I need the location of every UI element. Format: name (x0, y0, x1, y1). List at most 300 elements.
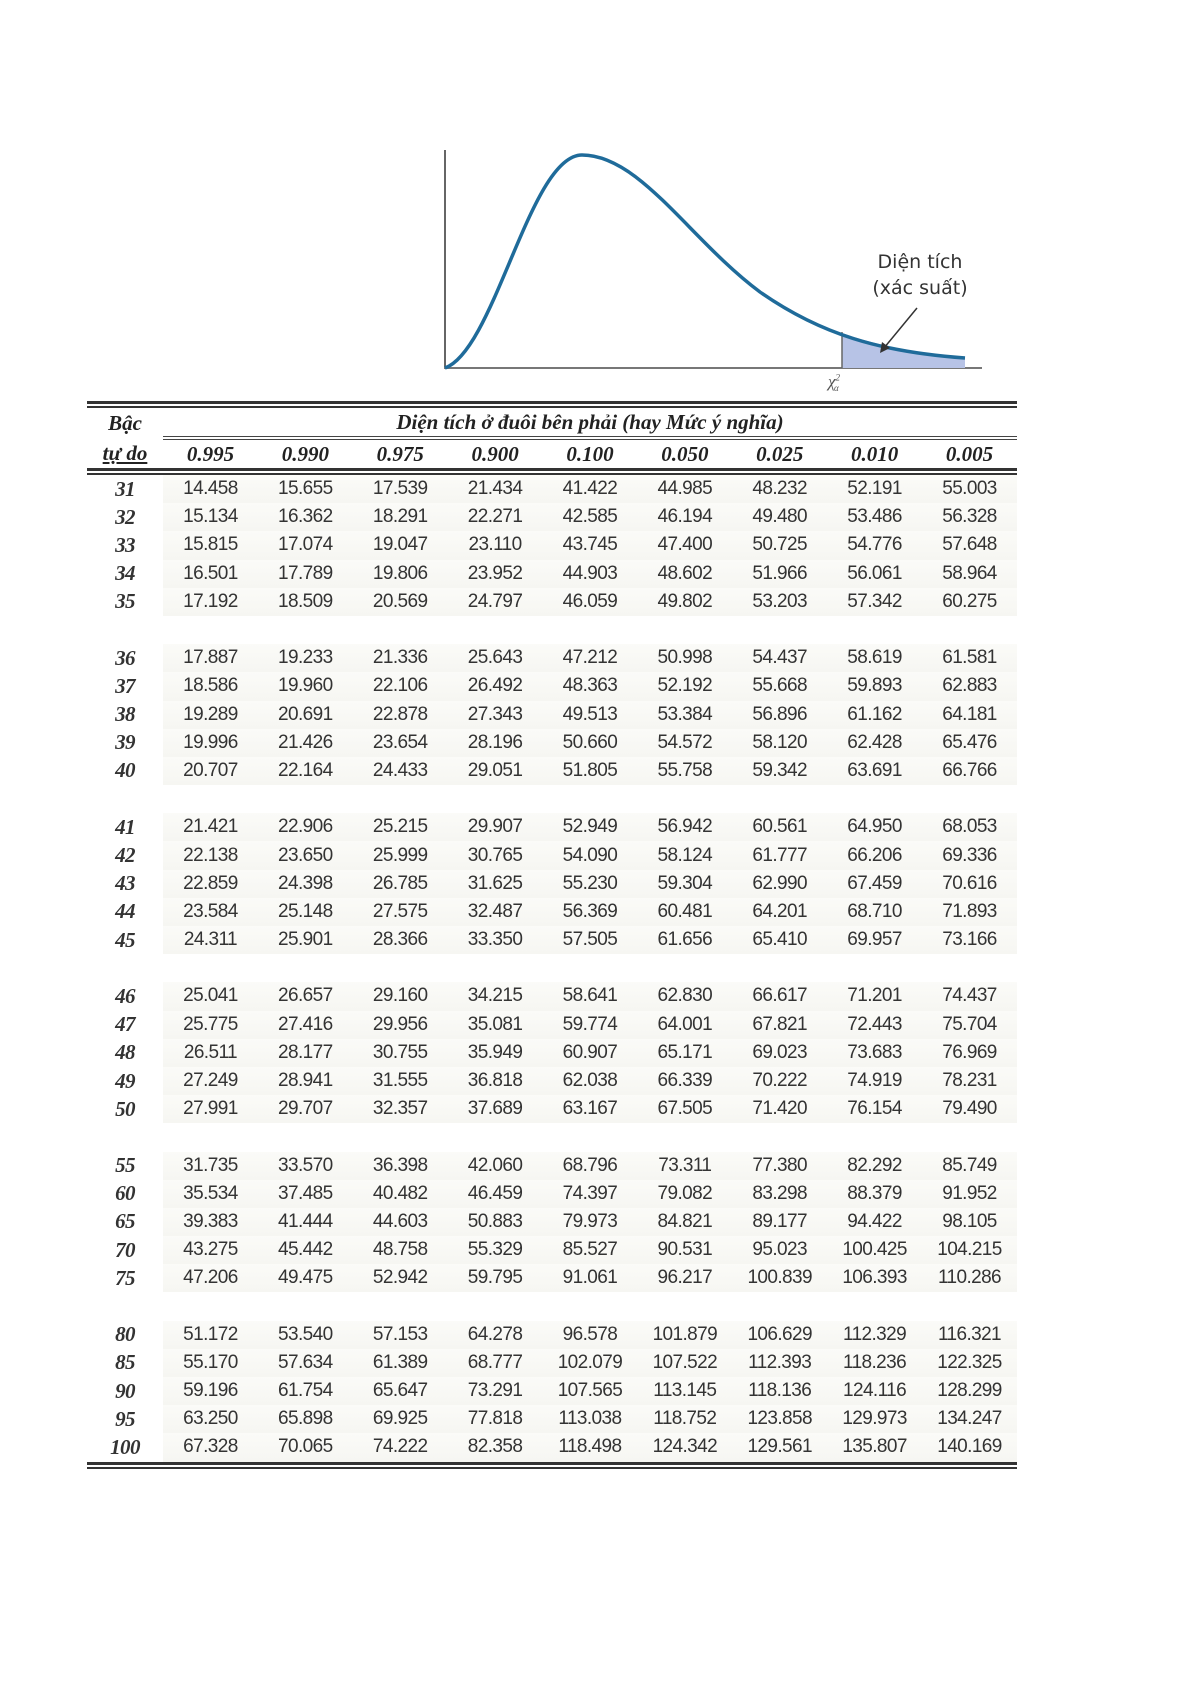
value-cell: 54.776 (827, 531, 922, 559)
value-cell: 35.534 (163, 1180, 258, 1208)
value-cell: 67.459 (827, 870, 922, 898)
value-cell: 31.555 (353, 1067, 448, 1095)
value-cell: 39.383 (163, 1208, 258, 1236)
table-row (87, 729, 1017, 757)
column-header-0.900: 0.900 (471, 441, 519, 466)
value-cell: 19.047 (353, 531, 448, 559)
value-cell: 71.893 (922, 898, 1017, 926)
value-cell: 14.458 (163, 475, 258, 503)
df-cell: 45 (115, 927, 135, 952)
value-cell: 26.785 (353, 870, 448, 898)
df-cell: 55 (115, 1153, 135, 1178)
value-cell: 32.487 (448, 898, 543, 926)
value-cell: 62.883 (922, 672, 1017, 700)
value-cell: 48.602 (637, 560, 732, 588)
value-cell: 44.985 (637, 475, 732, 503)
value-cell: 70.616 (922, 870, 1017, 898)
value-cell: 122.325 (922, 1349, 1017, 1377)
table-row (87, 588, 1017, 616)
area-label (860, 249, 980, 301)
value-cell: 24.797 (448, 588, 543, 616)
value-cell: 65.647 (353, 1377, 448, 1405)
table-row (87, 701, 1017, 729)
value-cell: 25.775 (163, 1011, 258, 1039)
value-cell: 91.952 (922, 1180, 1017, 1208)
value-cell: 110.286 (922, 1264, 1017, 1292)
value-cell: 88.379 (827, 1180, 922, 1208)
value-cell: 107.565 (543, 1377, 638, 1405)
value-cell: 74.437 (922, 982, 1017, 1010)
value-cell: 60.275 (922, 588, 1017, 616)
value-cell: 41.422 (543, 475, 638, 503)
value-cell: 60.481 (637, 898, 732, 926)
value-cell: 27.991 (163, 1095, 258, 1123)
table-row (87, 1236, 1017, 1264)
value-cell: 102.079 (543, 1349, 638, 1377)
value-cell: 69.925 (353, 1405, 448, 1433)
value-cell: 25.215 (353, 813, 448, 841)
value-cell: 23.654 (353, 729, 448, 757)
df-cell: 47 (115, 1012, 135, 1037)
value-cell: 73.166 (922, 926, 1017, 954)
value-cell: 28.177 (258, 1039, 353, 1067)
value-cell: 36.398 (353, 1152, 448, 1180)
value-cell: 56.896 (732, 701, 827, 729)
value-cell: 37.689 (448, 1095, 543, 1123)
chi-sup: 2 (835, 372, 840, 383)
df-cell: 36 (115, 645, 135, 670)
value-cell: 101.879 (637, 1321, 732, 1349)
value-cell: 69.023 (732, 1039, 827, 1067)
value-cell: 27.416 (258, 1011, 353, 1039)
value-cell: 98.105 (922, 1208, 1017, 1236)
df-cell: 70 (115, 1237, 135, 1262)
value-cell: 96.217 (637, 1264, 732, 1292)
table-row (87, 1349, 1017, 1377)
value-cell: 55.329 (448, 1236, 543, 1264)
df-cell: 38 (115, 702, 135, 727)
value-cell: 58.964 (922, 560, 1017, 588)
df-cell: 100 (110, 1434, 140, 1459)
table-row (87, 1152, 1017, 1180)
value-cell: 43.745 (543, 531, 638, 559)
value-cell: 58.641 (543, 982, 638, 1010)
value-cell: 118.136 (732, 1377, 827, 1405)
df-cell: 44 (115, 899, 135, 924)
value-cell: 23.650 (258, 841, 353, 869)
df-cell: 40 (115, 758, 135, 783)
value-cell: 68.053 (922, 813, 1017, 841)
column-header-0.010: 0.010 (850, 441, 899, 466)
value-cell: 52.191 (827, 475, 922, 503)
table-row (87, 841, 1017, 869)
value-cell: 17.789 (258, 560, 353, 588)
table-row (87, 1180, 1017, 1208)
column-header-0.995: 0.995 (186, 441, 235, 466)
group-spacer (87, 954, 1017, 982)
bottom-double-rule (87, 1462, 1017, 1469)
value-cell: 123.858 (732, 1405, 827, 1433)
table-row (87, 560, 1017, 588)
value-cell: 19.806 (353, 560, 448, 588)
value-cell: 53.540 (258, 1321, 353, 1349)
value-cell: 52.192 (637, 672, 732, 700)
table-title: Diện tích ở đuôi bên phải (hay Mức ý nghĩa) (163, 408, 1017, 438)
value-cell: 49.475 (258, 1264, 353, 1292)
value-cell: 41.444 (258, 1208, 353, 1236)
value-cell: 56.328 (922, 503, 1017, 531)
value-cell: 95.023 (732, 1236, 827, 1264)
table-row (87, 1095, 1017, 1123)
value-cell: 112.393 (732, 1349, 827, 1377)
value-cell: 50.725 (732, 531, 827, 559)
value-cell: 77.380 (732, 1152, 827, 1180)
df-cell: 39 (115, 730, 135, 755)
value-cell: 30.755 (353, 1039, 448, 1067)
value-cell: 64.181 (922, 701, 1017, 729)
value-cell: 21.434 (448, 475, 543, 503)
value-cell: 134.247 (922, 1405, 1017, 1433)
table-row (87, 926, 1017, 954)
value-cell: 48.232 (732, 475, 827, 503)
value-cell: 49.513 (543, 701, 638, 729)
value-cell: 20.707 (163, 757, 258, 785)
value-cell: 55.758 (637, 757, 732, 785)
value-cell: 49.480 (732, 503, 827, 531)
value-cell: 71.420 (732, 1095, 827, 1123)
value-cell: 22.164 (258, 757, 353, 785)
value-cell: 42.585 (543, 503, 638, 531)
value-cell: 16.501 (163, 560, 258, 588)
table-row (87, 672, 1017, 700)
value-cell: 28.366 (353, 926, 448, 954)
value-cell: 83.298 (732, 1180, 827, 1208)
value-cell: 129.973 (827, 1405, 922, 1433)
table-row (87, 870, 1017, 898)
value-cell: 85.749 (922, 1152, 1017, 1180)
value-cell: 118.236 (827, 1349, 922, 1377)
value-cell: 19.960 (258, 672, 353, 700)
value-cell: 79.082 (637, 1180, 732, 1208)
value-cell: 70.065 (258, 1433, 353, 1461)
value-cell: 29.956 (353, 1011, 448, 1039)
value-cell: 61.656 (637, 926, 732, 954)
value-cell: 25.148 (258, 898, 353, 926)
value-cell: 78.231 (922, 1067, 1017, 1095)
df-cell: 90 (115, 1378, 135, 1403)
value-cell: 50.883 (448, 1208, 543, 1236)
column-header-0.050: 0.050 (661, 441, 709, 466)
value-cell: 46.059 (543, 588, 638, 616)
value-cell: 53.486 (827, 503, 922, 531)
df-cell: 75 (115, 1265, 135, 1290)
value-cell: 91.061 (543, 1264, 638, 1292)
table-row (87, 1067, 1017, 1095)
value-cell: 24.311 (163, 926, 258, 954)
value-cell: 140.169 (922, 1433, 1017, 1461)
column-header-0.005: 0.005 (945, 441, 994, 466)
value-cell: 58.120 (732, 729, 827, 757)
value-cell: 31.625 (448, 870, 543, 898)
value-cell: 54.437 (732, 644, 827, 672)
value-cell: 21.336 (353, 644, 448, 672)
value-cell: 73.683 (827, 1039, 922, 1067)
value-cell: 106.393 (827, 1264, 922, 1292)
value-cell: 47.212 (543, 644, 638, 672)
value-cell: 47.206 (163, 1264, 258, 1292)
value-cell: 68.777 (448, 1349, 543, 1377)
value-cell: 77.818 (448, 1405, 543, 1433)
value-cell: 55.668 (732, 672, 827, 700)
value-cell: 52.942 (353, 1264, 448, 1292)
value-cell: 17.887 (163, 644, 258, 672)
chi-sub: α (833, 383, 839, 394)
value-cell: 64.278 (448, 1321, 543, 1349)
value-cell: 20.691 (258, 701, 353, 729)
value-cell: 54.572 (637, 729, 732, 757)
df-cell: 32 (115, 504, 135, 529)
value-cell: 15.134 (163, 503, 258, 531)
column-header-0.990: 0.990 (281, 441, 329, 466)
value-cell: 62.038 (543, 1067, 638, 1095)
value-cell: 17.539 (353, 475, 448, 503)
value-cell: 62.990 (732, 870, 827, 898)
value-cell: 43.275 (163, 1236, 258, 1264)
value-cell: 55.230 (543, 870, 638, 898)
df-cell: 85 (115, 1350, 135, 1375)
value-cell: 89.177 (732, 1208, 827, 1236)
value-cell: 61.777 (732, 841, 827, 869)
value-cell: 51.966 (732, 560, 827, 588)
value-cell: 124.116 (827, 1377, 922, 1405)
table-row (87, 1208, 1017, 1236)
value-cell: 96.578 (543, 1321, 638, 1349)
value-cell: 53.203 (732, 588, 827, 616)
value-cell: 55.170 (163, 1349, 258, 1377)
value-cell: 116.321 (922, 1321, 1017, 1349)
value-cell: 59.774 (543, 1011, 638, 1039)
value-cell: 75.704 (922, 1011, 1017, 1039)
value-cell: 124.342 (637, 1433, 732, 1461)
value-cell: 118.752 (637, 1405, 732, 1433)
value-cell: 56.942 (637, 813, 732, 841)
df-cell: 31 (115, 476, 135, 501)
value-cell: 67.821 (732, 1011, 827, 1039)
value-cell: 71.201 (827, 982, 922, 1010)
value-cell: 64.201 (732, 898, 827, 926)
value-cell: 29.051 (448, 757, 543, 785)
value-cell: 46.459 (448, 1180, 543, 1208)
value-cell: 67.505 (637, 1095, 732, 1123)
value-cell: 24.433 (353, 757, 448, 785)
df-cell: 43 (115, 871, 135, 896)
chi-square-density-graph (0, 0, 1192, 410)
value-cell: 31.735 (163, 1152, 258, 1180)
df-cell: 46 (115, 983, 135, 1008)
value-cell: 57.634 (258, 1349, 353, 1377)
value-cell: 66.617 (732, 982, 827, 1010)
value-cell: 100.839 (732, 1264, 827, 1292)
value-cell: 113.145 (637, 1377, 732, 1405)
value-cell: 48.758 (353, 1236, 448, 1264)
value-cell: 62.428 (827, 729, 922, 757)
df-cell: 50 (115, 1096, 135, 1121)
value-cell: 54.090 (543, 841, 638, 869)
table-row (87, 1321, 1017, 1349)
value-cell: 82.358 (448, 1433, 543, 1461)
value-cell: 15.815 (163, 531, 258, 559)
df-cell: 42 (115, 843, 135, 868)
value-cell: 56.061 (827, 560, 922, 588)
value-cell: 45.442 (258, 1236, 353, 1264)
df-cell: 37 (115, 673, 135, 698)
df-cell: 34 (115, 561, 135, 586)
value-cell: 21.421 (163, 813, 258, 841)
value-cell: 27.343 (448, 701, 543, 729)
group-spacer (87, 1123, 1017, 1151)
value-cell: 129.561 (732, 1433, 827, 1461)
value-cell: 66.206 (827, 841, 922, 869)
table-row (87, 503, 1017, 531)
value-cell: 26.492 (448, 672, 543, 700)
value-cell: 76.969 (922, 1039, 1017, 1067)
value-cell: 20.569 (353, 588, 448, 616)
column-header-0.975: 0.975 (376, 441, 424, 466)
value-cell: 135.807 (827, 1433, 922, 1461)
value-cell: 107.522 (637, 1349, 732, 1377)
value-cell: 29.907 (448, 813, 543, 841)
value-cell: 22.859 (163, 870, 258, 898)
value-cell: 69.957 (827, 926, 922, 954)
value-cell: 79.490 (922, 1095, 1017, 1123)
value-cell: 37.485 (258, 1180, 353, 1208)
value-cell: 50.998 (637, 644, 732, 672)
column-header-0.025: 0.025 (756, 441, 804, 466)
value-cell: 48.363 (543, 672, 638, 700)
value-cell: 112.329 (827, 1321, 922, 1349)
value-cell: 44.903 (543, 560, 638, 588)
value-cell: 69.336 (922, 841, 1017, 869)
value-cell: 17.074 (258, 531, 353, 559)
value-cell: 57.342 (827, 588, 922, 616)
value-cell: 24.398 (258, 870, 353, 898)
value-cell: 74.919 (827, 1067, 922, 1095)
value-cell: 23.952 (448, 560, 543, 588)
value-cell: 66.766 (922, 757, 1017, 785)
value-cell: 22.138 (163, 841, 258, 869)
value-cell: 42.060 (448, 1152, 543, 1180)
table-row (87, 1405, 1017, 1433)
value-cell: 57.648 (922, 531, 1017, 559)
value-cell: 118.498 (543, 1433, 638, 1461)
df-cell: 80 (115, 1322, 135, 1347)
value-cell: 58.124 (637, 841, 732, 869)
df-cell: 33 (115, 532, 135, 557)
chi-square-table (87, 401, 1017, 1469)
value-cell: 63.691 (827, 757, 922, 785)
critical-value-label (828, 372, 839, 393)
value-cell: 68.796 (543, 1152, 638, 1180)
value-cell: 23.584 (163, 898, 258, 926)
value-cell: 58.619 (827, 644, 922, 672)
value-cell: 104.215 (922, 1236, 1017, 1264)
value-cell: 61.754 (258, 1377, 353, 1405)
value-cell: 74.397 (543, 1180, 638, 1208)
df-cell: 49 (115, 1068, 135, 1093)
value-cell: 50.660 (543, 729, 638, 757)
group-spacer (87, 1292, 1017, 1320)
value-cell: 47.400 (637, 531, 732, 559)
arrow-line (884, 308, 917, 348)
value-cell: 22.106 (353, 672, 448, 700)
value-cell: 18.586 (163, 672, 258, 700)
value-cell: 29.707 (258, 1095, 353, 1123)
value-cell: 65.898 (258, 1405, 353, 1433)
value-cell: 25.999 (353, 841, 448, 869)
value-cell: 63.250 (163, 1405, 258, 1433)
area-label-line2: (xác suất) (872, 277, 968, 299)
value-cell: 55.003 (922, 475, 1017, 503)
value-cell: 18.291 (353, 503, 448, 531)
value-cell: 76.154 (827, 1095, 922, 1123)
table-row (87, 1264, 1017, 1292)
value-cell: 33.570 (258, 1152, 353, 1180)
value-cell: 73.311 (637, 1152, 732, 1180)
value-cell: 61.581 (922, 644, 1017, 672)
value-cell: 59.893 (827, 672, 922, 700)
header-double-rule (87, 468, 1017, 475)
value-cell: 23.110 (448, 531, 543, 559)
value-cell: 35.081 (448, 1011, 543, 1039)
value-cell: 46.194 (637, 503, 732, 531)
value-cell: 30.765 (448, 841, 543, 869)
value-cell: 64.950 (827, 813, 922, 841)
table-row (87, 982, 1017, 1010)
table-row (87, 1433, 1017, 1461)
value-cell: 60.561 (732, 813, 827, 841)
value-cell: 64.001 (637, 1011, 732, 1039)
value-cell: 28.196 (448, 729, 543, 757)
value-cell: 40.482 (353, 1180, 448, 1208)
value-cell: 70.222 (732, 1067, 827, 1095)
value-cell: 51.805 (543, 757, 638, 785)
value-cell: 94.422 (827, 1208, 922, 1236)
value-cell: 22.906 (258, 813, 353, 841)
value-cell: 53.384 (637, 701, 732, 729)
value-cell: 59.342 (732, 757, 827, 785)
df-header-line1: Bậc (108, 410, 142, 435)
value-cell: 65.476 (922, 729, 1017, 757)
value-cell: 25.041 (163, 982, 258, 1010)
value-cell: 51.172 (163, 1321, 258, 1349)
group-spacer (87, 785, 1017, 813)
value-cell: 63.167 (543, 1095, 638, 1123)
value-cell: 113.038 (543, 1405, 638, 1433)
value-cell: 65.171 (637, 1039, 732, 1067)
value-cell: 60.907 (543, 1039, 638, 1067)
top-double-rule (87, 401, 1017, 408)
table-row (87, 475, 1017, 503)
table-row (87, 1377, 1017, 1405)
value-cell: 33.350 (448, 926, 543, 954)
value-cell: 62.830 (637, 982, 732, 1010)
df-cell: 65 (115, 1209, 135, 1234)
df-cell: 48 (115, 1040, 135, 1065)
table-row (87, 531, 1017, 559)
value-cell: 57.153 (353, 1321, 448, 1349)
value-cell: 34.215 (448, 982, 543, 1010)
value-cell: 27.575 (353, 898, 448, 926)
